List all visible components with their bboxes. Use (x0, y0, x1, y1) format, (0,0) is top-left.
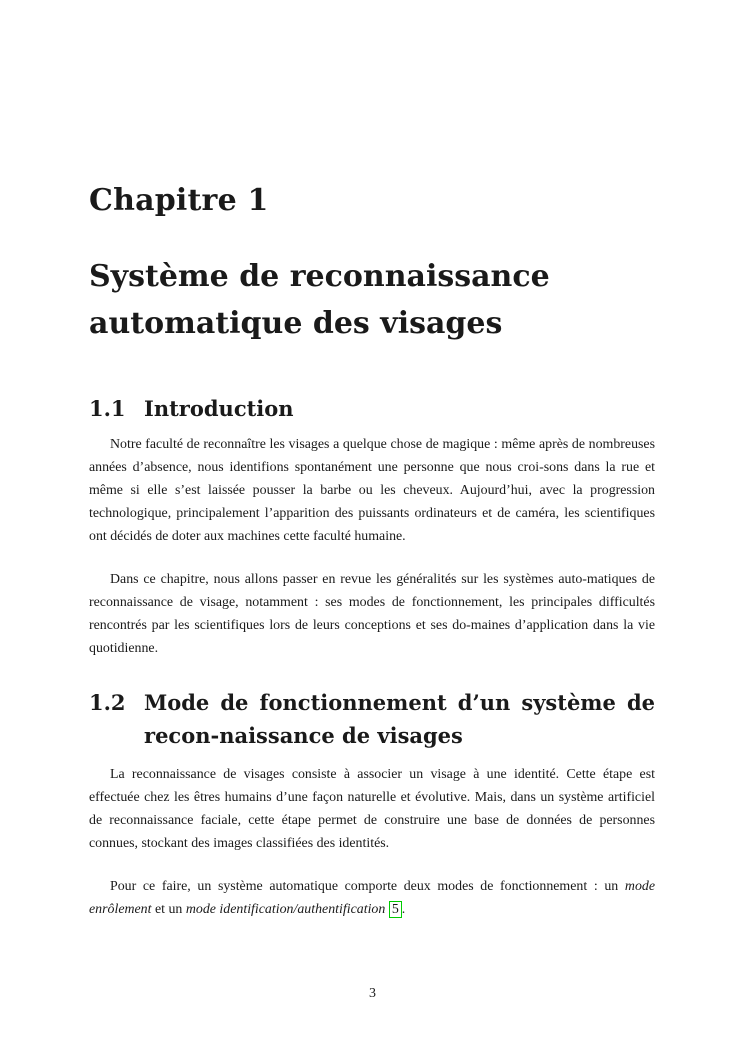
paragraph-text: Pour ce faire, un système automatique comporte deux modes de fonctionnement : un (110, 879, 619, 894)
section-number: 1.1 (89, 396, 126, 421)
mode-identification-term: mode identification/authentification (185, 902, 386, 917)
chapter-number: Chapitre 1 (89, 183, 269, 218)
paragraph-mode-1: La reconnaissance de visages consiste à associer un visage à une identité. Cette étape est effectuée chez les êtres humains d’une façon naturelle et évolutive. Mais, dans un système artificiel de reconnaissance faciale, cette étape permet de construire une base de données de personnes connues, stockant des images classifiées des identités. (89, 767, 655, 851)
paragraph-intro-1: Notre faculté de reconnaître les visages a quelque chose de magique : même après de nombreuses années d’absence, nous identifions spontanément une personne que nous croi-sons dans la rue et même si elle s’est laissée pousser la barbe ou les cheveux. Aujourd’hui, avec la progression technologique, principalement l’apparition des puissants ordinateurs et de caméra, les scientifiques ont décidés de doter aux machines cette faculté humaine. (89, 437, 655, 544)
chapter-title-line-1: Système de reconnaissance (89, 259, 550, 294)
section-title: Introduction (144, 396, 294, 421)
connector-text: et un (154, 902, 183, 917)
page-number: 3 (369, 986, 376, 1001)
section-heading-introduction (89, 392, 655, 425)
paragraph-intro-2: Dans ce chapitre, nous allons passer en revue les généralités sur les systèmes auto-matiques de reconnaissance de visage, notamment : ses modes de fonctionnement, les principales difficultés rencontrés par les scientifiques lors de leurs conceptions et ses do-maines d’application dans la vie quotidienne. (89, 572, 655, 656)
sentence-end: . (401, 902, 406, 917)
chapter-title-line-2: automatique des visages (89, 306, 503, 341)
chapter-title (89, 253, 669, 347)
section-heading-mode-fonctionnement (89, 686, 655, 752)
section-title: Mode de fonctionnement d’un système de recon-naissance de visages (144, 690, 655, 748)
citation-link[interactable]: 5 (389, 901, 402, 918)
mode-enrolement-term: mode enrôlement (89, 879, 655, 917)
paragraph-mode-2 (89, 875, 655, 921)
section-number: 1.2 (89, 690, 126, 715)
